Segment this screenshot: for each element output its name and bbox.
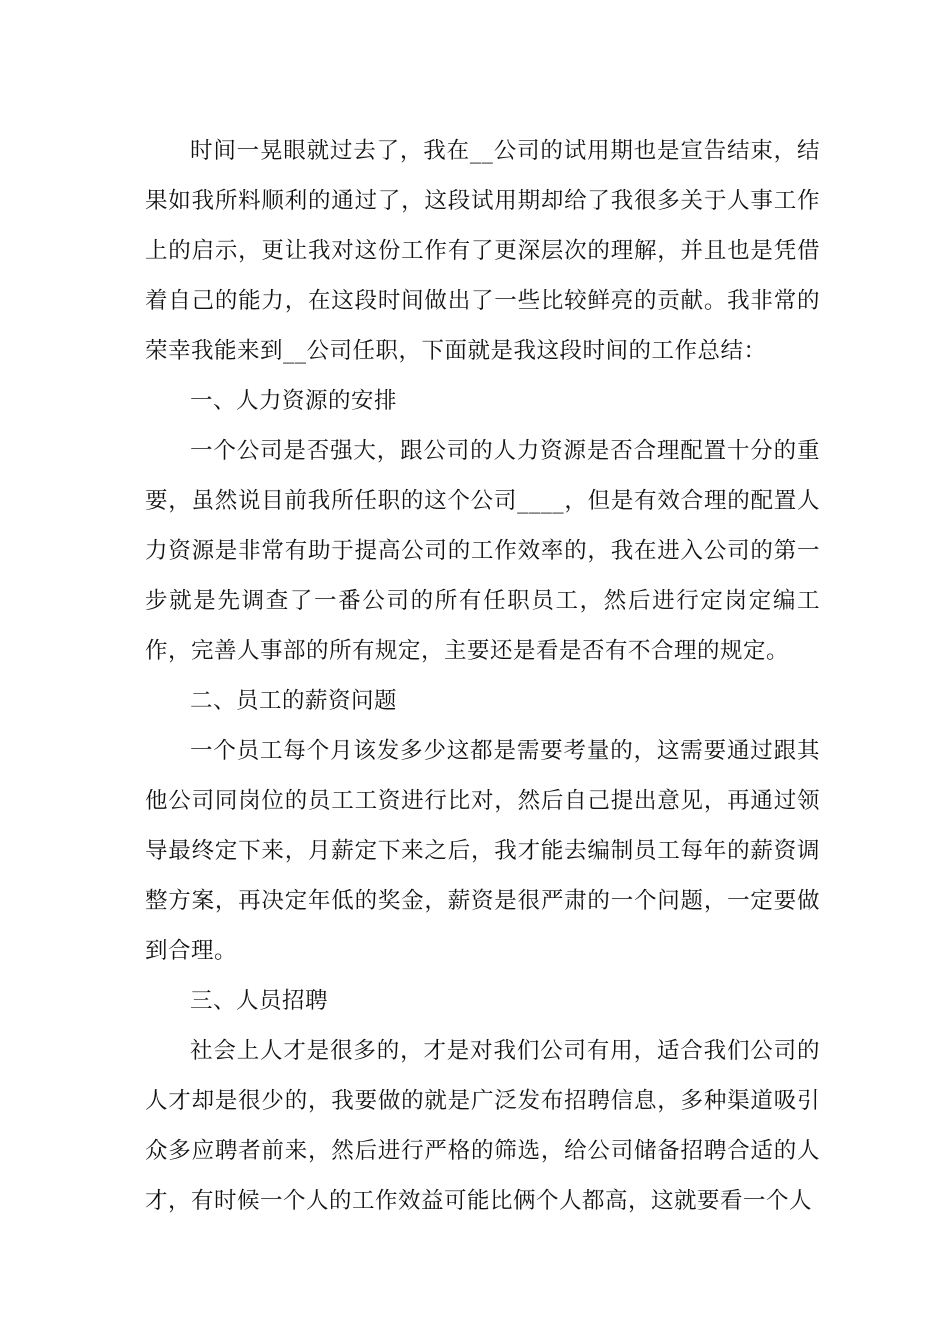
section-heading-2: 二、员工的薪资问题 xyxy=(190,688,398,714)
document-body xyxy=(145,126,820,1226)
section-paragraph-2: 一个员工每个月该发多少这都是需要考量的，这需要通过跟其他公司同岗位的员工工资进行比对，然后自己提出意见，再通过领导最终定下来，月薪定下来之后，我才能去编制员工每年的薪资调整方案，再决定年低的奖金，薪资是很严肃的一个问题，一定要做到合理。 xyxy=(145,738,820,964)
section-heading-1: 一、人力资源的安排 xyxy=(190,388,398,414)
section-paragraph-3: 社会上人才是很多的，才是对我们公司有用，适合我们公司的人才却是很少的，我要做的就是广泛发布招聘信息，多种渠道吸引众多应聘者前来，然后进行严格的筛选，给公司储备招聘合适的人才，有时候一个人的工作效益可能比俩个人都高，这就要看一个人 xyxy=(145,1038,820,1214)
section-heading-3: 三、人员招聘 xyxy=(190,988,329,1014)
intro-paragraph: 时间一晃眼就过去了，我在__公司的试用期也是宣告结束，结果如我所料顺利的通过了，这段试用期却给了我很多关于人事工作上的启示，更让我对这份工作有了更深层次的理解，并且也是凭借着自己的能力，在这段时间做出了一些比较鲜亮的贡献。我非常的荣幸我能来到__公司任职，下面就是我这段时间的工作总结： xyxy=(145,138,820,364)
section-paragraph-1: 一个公司是否强大，跟公司的人力资源是否合理配置十分的重要，虽然说目前我所任职的这个公司____，但是有效合理的配置人力资源是非常有助于提高公司的工作效率的，我在进入公司的第一步就是先调查了一番公司的所有任职员工，然后进行定岗定编工作，完善人事部的所有规定，主要还是看是否有不合理的规定。 xyxy=(145,438,820,664)
